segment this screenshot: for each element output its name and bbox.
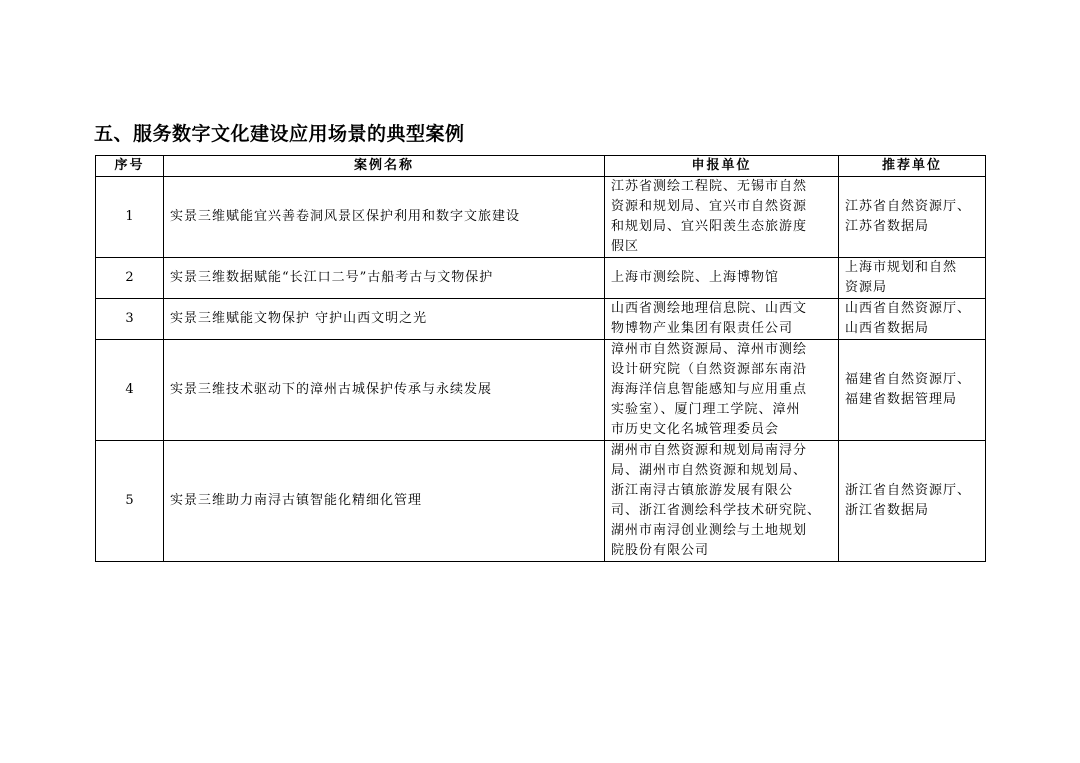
recommending-unit xyxy=(839,258,986,299)
table-row xyxy=(96,299,986,340)
row-number: 1 xyxy=(96,177,164,258)
recommending-unit-line: 上海市规划和自然 xyxy=(845,260,958,275)
recommending-unit-line: 江苏省自然资源厅、 xyxy=(845,199,972,214)
case-name: 实景三维数据赋能“长江口二号”古船考古与文物保护 xyxy=(164,258,605,299)
recommending-unit-line: 山西省自然资源厅、 xyxy=(845,301,972,316)
applicant-unit-line: 实验室）、厦门理工学院、漳州 xyxy=(611,402,801,417)
header-no: 序号 xyxy=(96,156,164,177)
table-row xyxy=(96,340,986,441)
row-number: 3 xyxy=(96,299,164,340)
recommending-unit xyxy=(839,299,986,340)
page-title: 五、服务数字文化建设应用场景的典型案例 xyxy=(94,123,465,145)
applicant-unit xyxy=(605,258,839,299)
recommending-unit-line: 浙江省自然资源厅、 xyxy=(845,483,972,498)
applicant-unit xyxy=(605,177,839,258)
applicant-unit-line: 湖州市自然资源和规划局南浔分 xyxy=(611,443,808,458)
row-number: 5 xyxy=(96,441,164,562)
applicant-unit-line: 海海洋信息智能感知与应用重点 xyxy=(611,382,808,397)
case-name: 实景三维助力南浔古镇智能化精细化管理 xyxy=(164,441,605,562)
row-number: 4 xyxy=(96,340,164,441)
recommending-unit-line: 江苏省数据局 xyxy=(845,219,930,234)
recommending-unit-line: 山西省数据局 xyxy=(845,321,930,336)
case-table xyxy=(95,155,986,562)
applicant-unit-line: 江苏省测绘工程院、无锡市自然 xyxy=(611,179,808,194)
recommending-unit-line: 资源局 xyxy=(845,280,888,295)
applicant-unit-line: 和规划局、宜兴阳羡生态旅游度 xyxy=(611,219,808,234)
applicant-unit-line: 设计研究院（自然资源部东南沿 xyxy=(611,362,808,377)
table-body xyxy=(96,177,986,562)
recommending-unit-line: 福建省自然资源厅、 xyxy=(845,372,972,387)
recommending-unit-line: 浙江省数据局 xyxy=(845,503,930,518)
applicant-unit-line: 市历史文化名城管理委员会 xyxy=(611,422,780,437)
table-row xyxy=(96,441,986,562)
applicant-unit xyxy=(605,441,839,562)
applicant-unit-line: 司、浙江省测绘科学技术研究院、 xyxy=(611,503,822,518)
case-name: 实景三维技术驱动下的漳州古城保护传承与永续发展 xyxy=(164,340,605,441)
header-recommender: 推荐单位 xyxy=(839,156,986,177)
applicant-unit-line: 物博物产业集团有限责任公司 xyxy=(611,321,794,336)
applicant-unit-line: 局、湖州市自然资源和规划局、 xyxy=(611,463,808,478)
applicant-unit-line: 湖州市南浔创业测绘与土地规划 xyxy=(611,523,808,538)
header-case-name: 案例名称 xyxy=(164,156,605,177)
case-name: 实景三维赋能宜兴善卷洞风景区保护利用和数字文旅建设 xyxy=(164,177,605,258)
applicant-unit xyxy=(605,299,839,340)
table-row xyxy=(96,258,986,299)
table-header-row xyxy=(96,156,986,177)
applicant-unit-line: 假区 xyxy=(611,239,640,254)
recommending-unit xyxy=(839,340,986,441)
header-applicant: 申报单位 xyxy=(605,156,839,177)
applicant-unit-line: 浙江南浔古镇旅游发展有限公 xyxy=(611,483,794,498)
recommending-unit xyxy=(839,177,986,258)
recommending-unit xyxy=(839,441,986,562)
row-number: 2 xyxy=(96,258,164,299)
applicant-unit-line: 漳州市自然资源局、漳州市测绘 xyxy=(611,342,808,357)
recommending-unit-line: 福建省数据管理局 xyxy=(845,392,958,407)
applicant-unit-line: 山西省测绘地理信息院、山西文 xyxy=(611,301,808,316)
applicant-unit xyxy=(605,340,839,441)
applicant-unit-line: 院股份有限公司 xyxy=(611,543,710,558)
case-name: 实景三维赋能文物保护 守护山西文明之光 xyxy=(164,299,605,340)
applicant-unit-line: 上海市测绘院、上海博物馆 xyxy=(611,270,780,285)
applicant-unit-line: 资源和规划局、宜兴市自然资源 xyxy=(611,199,808,214)
table-row xyxy=(96,177,986,258)
